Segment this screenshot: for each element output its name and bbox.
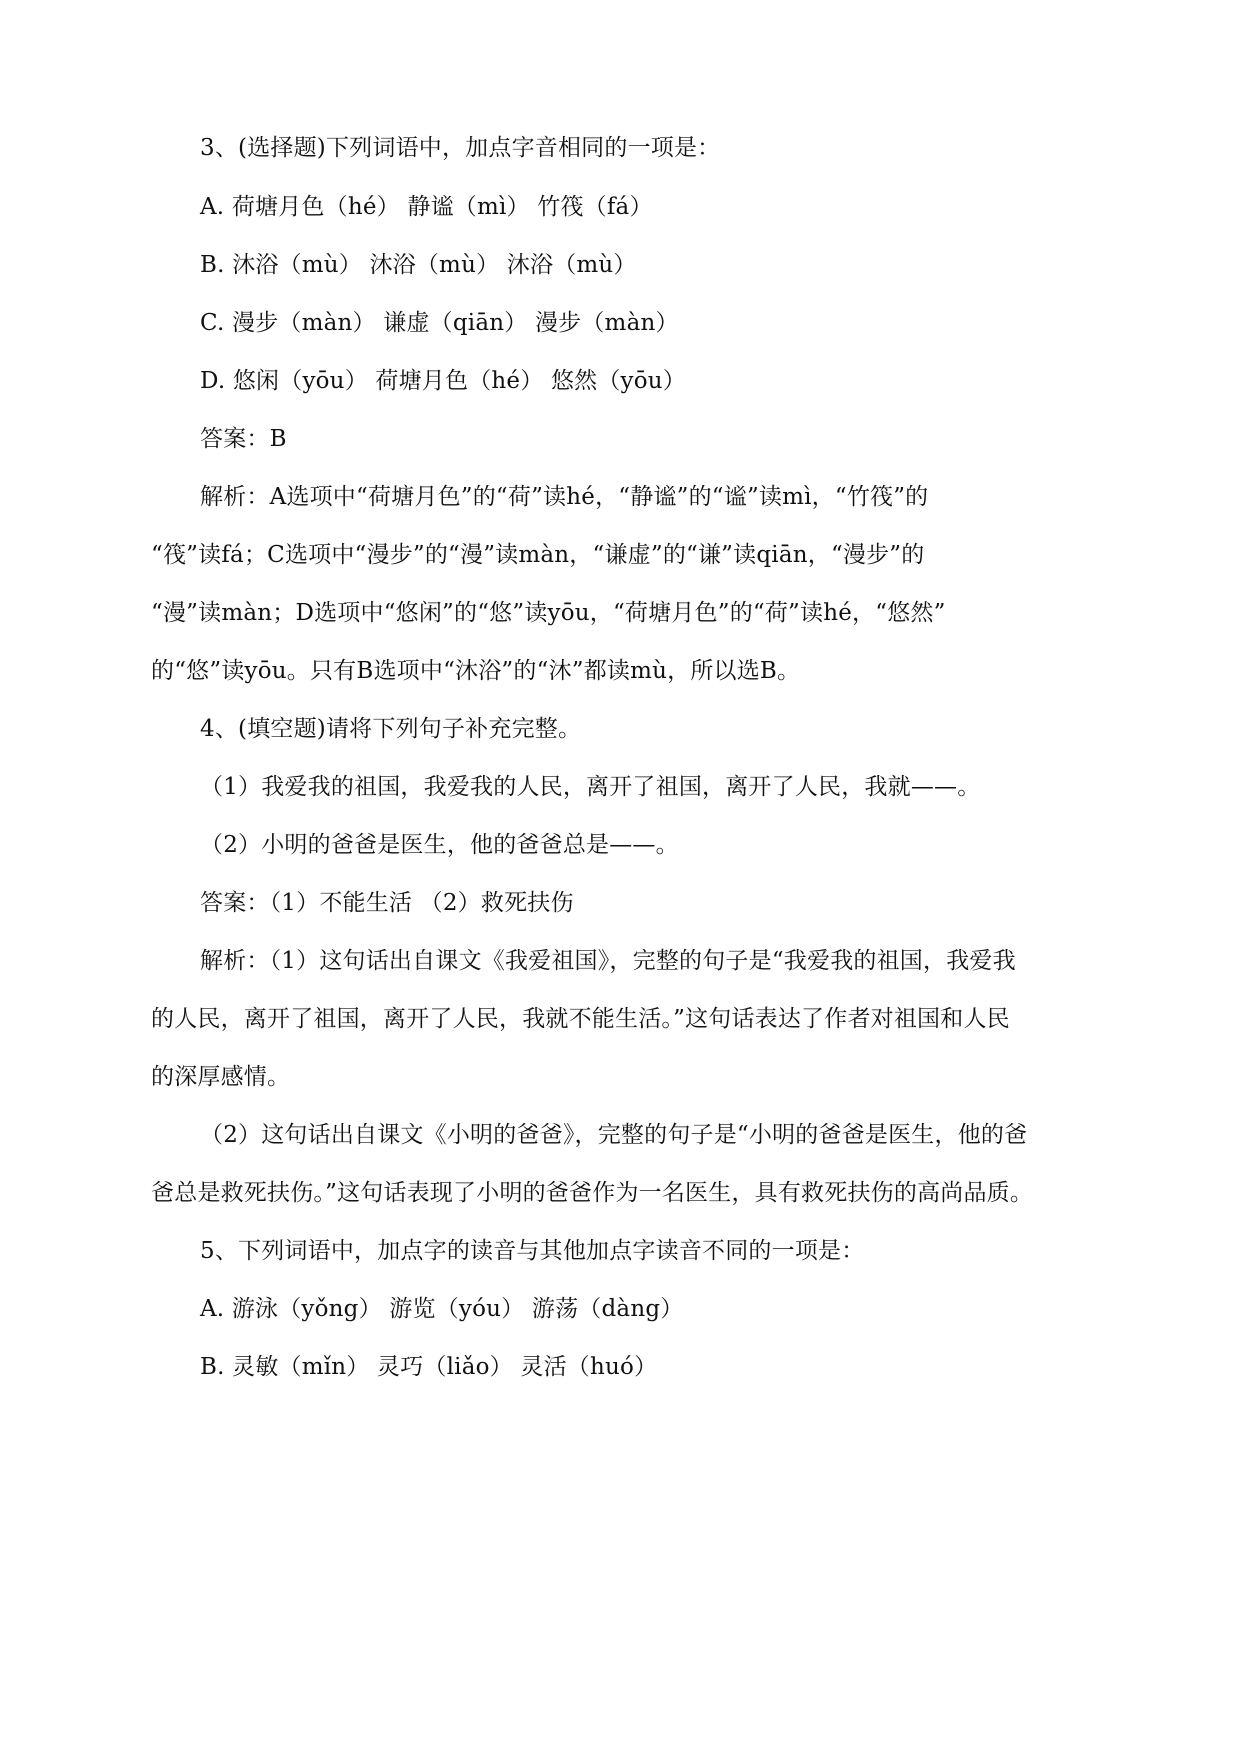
q3-option-b: B. 沐浴（mù） 沐浴（mù） 沐浴（mù） xyxy=(200,252,637,278)
q3-answer: 答案：B xyxy=(200,426,287,452)
q4-analysis1-line-3: 的深厚感情。 xyxy=(151,1064,291,1090)
q3-option-c: C. 漫步（màn） 谦虚（qiān） 漫步（màn） xyxy=(200,310,679,336)
q3-analysis-line-2: “筏”读fá；C选项中“漫步”的“漫”读màn，“谦虚”的“谦”读qiān，“漫步”的 xyxy=(151,542,925,568)
q4-stem: 4、(填空题)请将下列句子补充完整。 xyxy=(200,716,582,742)
q4-analysis2-line-1: （2）这句话出自课文《小明的爸爸》，完整的句子是“小明的爸爸是医生，他的爸 xyxy=(200,1122,1028,1148)
q5-stem: 5、下列词语中，加点字的读音与其他加点字读音不同的一项是： xyxy=(200,1238,865,1264)
q4-item-1: （1）我爱我的祖国，我爱我的人民，离开了祖国，离开了人民，我就——。 xyxy=(200,774,981,800)
q4-analysis1-line-2: 的人民，离开了祖国，离开了人民，我就不能生活。”这句话表达了作者对祖国和人民 xyxy=(151,1006,1010,1032)
q3-stem: 3、(选择题)下列词语中，加点字音相同的一项是： xyxy=(200,135,721,161)
q3-analysis-line-1: 解析：A选项中“荷塘月色”的“荷”读hé，“静谧”的“谧”读mì，“竹筏”的 xyxy=(200,484,929,510)
q3-option-d: D. 悠闲（yōu） 荷塘月色（hé） 悠然（yōu） xyxy=(200,368,686,394)
q4-analysis2-line-2: 爸总是救死扶伤。”这句话表现了小明的爸爸作为一名医生，具有救死扶伤的高尚品质。 xyxy=(151,1180,1034,1206)
q4-answer: 答案：（1）不能生活 （2）救死扶伤 xyxy=(200,890,574,916)
q5-option-b: B. 灵敏（mǐn） 灵巧（liǎo） 灵活（huó） xyxy=(200,1354,658,1380)
q4-item-2: （2）小明的爸爸是医生，他的爸爸总是——。 xyxy=(200,832,679,858)
q5-option-a: A. 游泳（yǒng） 游览（yóu） 游荡（dàng） xyxy=(200,1296,684,1322)
q3-analysis-line-3: “漫”读màn；D选项中“悠闲”的“悠”读yōu，“荷塘月色”的“荷”读hé，“悠然” xyxy=(151,600,946,626)
q4-analysis1-line-1: 解析：（1）这句话出自课文《我爱祖国》，完整的句子是“我爱我的祖国，我爱我 xyxy=(200,948,1016,974)
q3-analysis-line-4: 的“悠”读yōu。只有B选项中“沐浴”的“沐”都读mù，所以选B。 xyxy=(151,658,801,684)
q3-option-a: A. 荷塘月色（hé） 静谧（mì） 竹筏（fá） xyxy=(200,194,653,220)
